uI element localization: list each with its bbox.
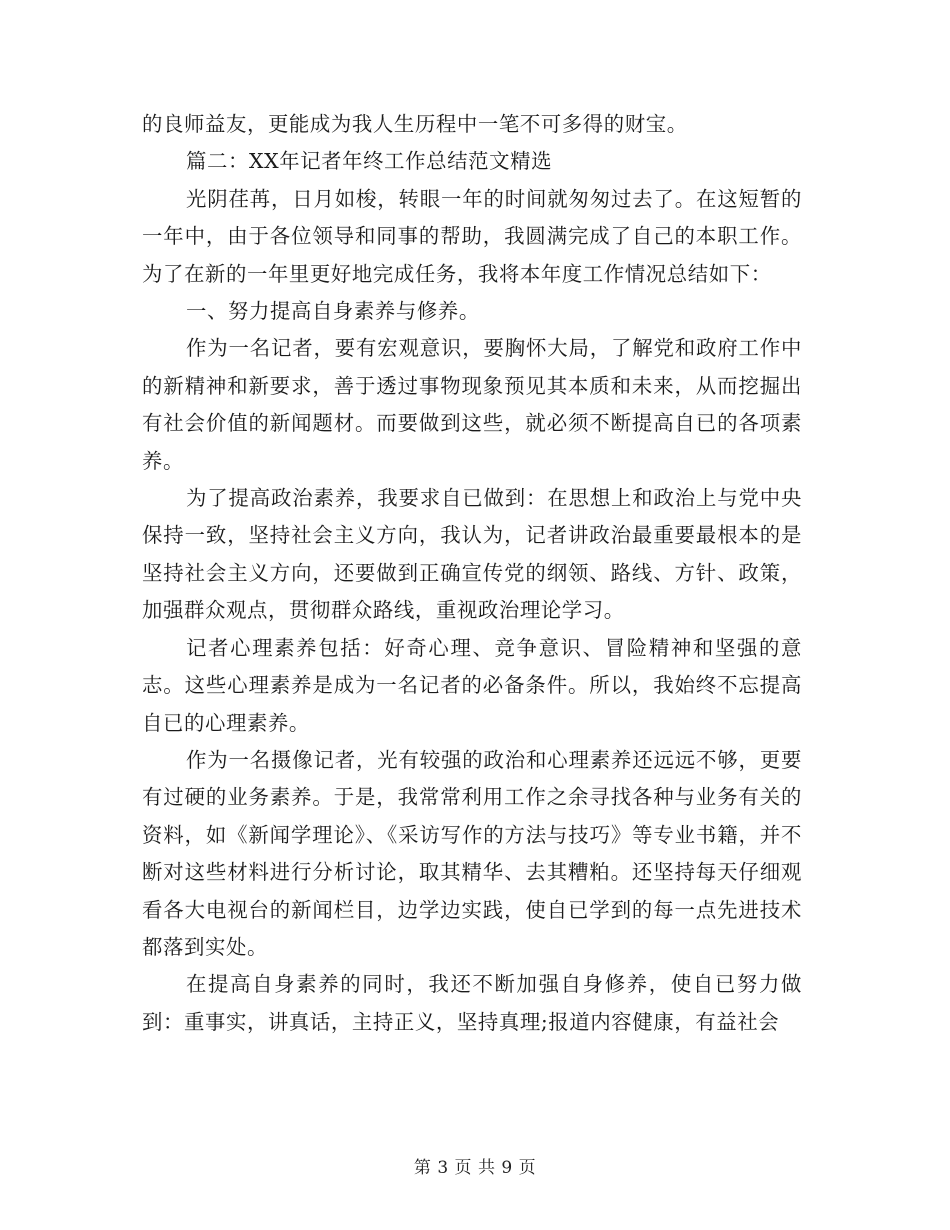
section-heading: 篇二：XX年记者年终工作总结范文精选 [186, 149, 553, 174]
paragraph-psychological: 记者心理素养包括：好奇心理、竞争意识、冒险精神和坚强的意志。这些心理素养是成为一名记者的必备条件。所以，我始终不忘提高自已的心理素养。 [142, 635, 802, 735]
paragraph-1: 的良师益友，更能成为我人生历程中一笔不可多得的财宝。 [142, 112, 688, 136]
paragraph-intro: 光阴荏苒，日月如梭，转眼一年的时间就匆匆过去了。在这短暂的一年中，由于各位领导和同事的帮助，我圆满完成了自己的本职工作。为了在新的一年里更好地完成任务，我将本年度工作情况总结如下： [142, 186, 802, 286]
subsection-heading: 一、努力提高自身素养与修养。 [186, 299, 480, 324]
paragraph-political: 为了提高政治素养，我要求自已做到：在思想上和政治上与党中央保持一致，坚持社会主义方向，我认为，记者讲政治最重要最根本的是坚持社会主义方向，还要做到正确宣传党的纲领、路线、方针、政策，加强群众观点，贯彻群众路线，重视政治理论学习。 [142, 486, 802, 623]
paragraph-professional: 作为一名摄像记者，光有较强的政治和心理素养还远远不够，更要有过硬的业务素养。于是，我常常利用工作之余寻找各种与业务有关的资料，如《新闻学理论》、《采访写作的方法与技巧》等专业书籍，并不断对这些材料进行分析讨论，取其精华、去其糟粕。还坚持每天仔细观看各大电视台的新闻栏目，边学边实践，使自已学到的每一点先进技术都落到实处。 [142, 747, 802, 959]
page-footer: 第 3 页 共 9 页 [413, 1158, 537, 1178]
document-body [142, 106, 802, 1041]
paragraph-cultivation: 在提高自身素养的同时，我还不断加强自身修养，使自已努力做到：重事实，讲真话，主持正义，坚持真理;报道内容健康，有益社会 [142, 972, 802, 1034]
paragraph-awareness: 作为一名记者，要有宏观意识，要胸怀大局，了解党和政府工作中的新精神和新要求，善于透过事物现象预见其本质和未来，从而挖掘出有社会价值的新闻题材。而要做到这些，就必须不断提高自已的各项素养。 [142, 336, 802, 473]
